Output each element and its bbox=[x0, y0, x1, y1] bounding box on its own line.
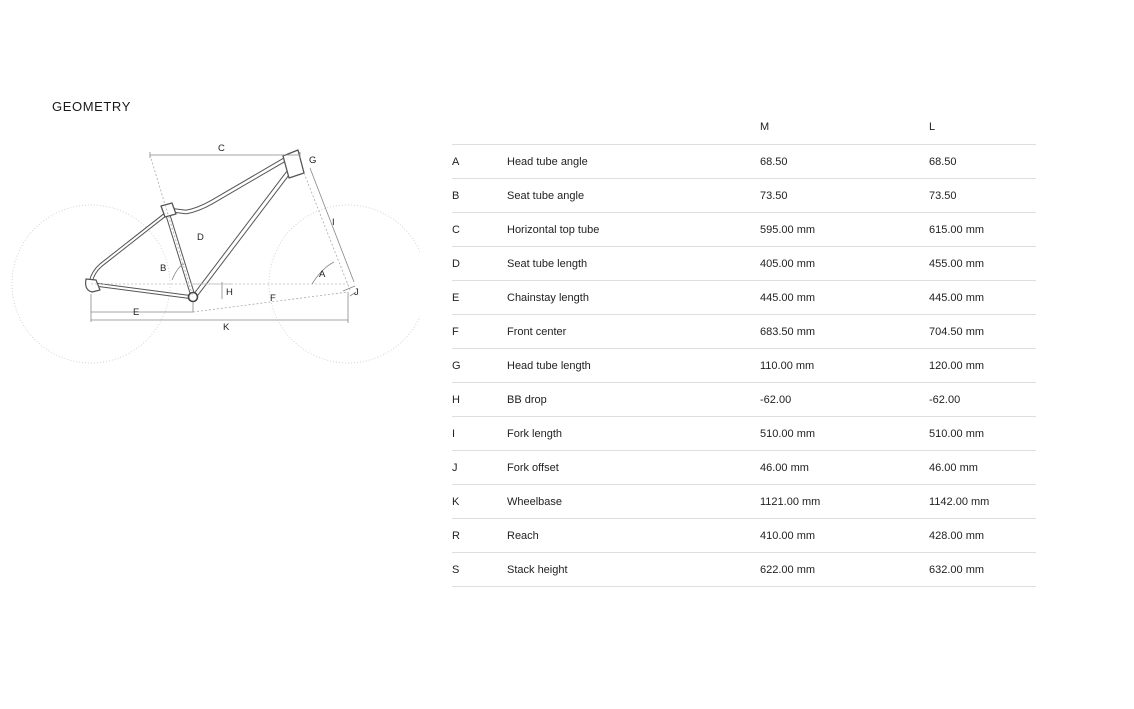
row-name: Head tube angle bbox=[507, 145, 760, 179]
row-value-l: -62.00 bbox=[929, 383, 1036, 417]
diagram-label-h: H bbox=[226, 287, 233, 298]
row-code: C bbox=[452, 213, 507, 247]
row-value-m: 445.00 mm bbox=[760, 281, 929, 315]
row-name: Horizontal top tube bbox=[507, 213, 760, 247]
diagram-label-e: E bbox=[133, 307, 140, 318]
row-name: Fork length bbox=[507, 417, 760, 451]
table-row bbox=[452, 213, 1036, 247]
row-code: B bbox=[452, 179, 507, 213]
row-value-m: 405.00 mm bbox=[760, 247, 929, 281]
row-code: H bbox=[452, 383, 507, 417]
row-name: Reach bbox=[507, 519, 760, 553]
row-name: Stack height bbox=[507, 553, 760, 587]
row-value-m: 73.50 bbox=[760, 179, 929, 213]
bike-geometry-diagram bbox=[0, 0, 420, 420]
row-name: Seat tube length bbox=[507, 247, 760, 281]
row-value-l: 615.00 mm bbox=[929, 213, 1036, 247]
row-value-l: 46.00 mm bbox=[929, 451, 1036, 485]
diagram-label-i: I bbox=[332, 217, 335, 228]
row-value-l: 455.00 mm bbox=[929, 247, 1036, 281]
row-value-m: 110.00 mm bbox=[760, 349, 929, 383]
row-value-l: 445.00 mm bbox=[929, 281, 1036, 315]
row-value-m: 595.00 mm bbox=[760, 213, 929, 247]
row-name: Head tube length bbox=[507, 349, 760, 383]
row-name: BB drop bbox=[507, 383, 760, 417]
row-code: G bbox=[452, 349, 507, 383]
row-value-l: 510.00 mm bbox=[929, 417, 1036, 451]
diagram-label-j: J bbox=[354, 287, 359, 298]
row-value-l: 73.50 bbox=[929, 179, 1036, 213]
table-row bbox=[452, 383, 1036, 417]
row-code: J bbox=[452, 451, 507, 485]
row-value-m: 510.00 mm bbox=[760, 417, 929, 451]
table-row bbox=[452, 179, 1036, 213]
column-header-code bbox=[452, 110, 507, 145]
row-code: R bbox=[452, 519, 507, 553]
row-value-l: 68.50 bbox=[929, 145, 1036, 179]
row-code: S bbox=[452, 553, 507, 587]
row-code: K bbox=[452, 485, 507, 519]
row-code: I bbox=[452, 417, 507, 451]
row-value-m: 622.00 mm bbox=[760, 553, 929, 587]
table-body bbox=[452, 145, 1036, 587]
table-header-row bbox=[452, 110, 1036, 145]
row-name: Wheelbase bbox=[507, 485, 760, 519]
table-row bbox=[452, 145, 1036, 179]
table-row bbox=[452, 451, 1036, 485]
column-header-name bbox=[507, 110, 760, 145]
row-name: Front center bbox=[507, 315, 760, 349]
row-code: E bbox=[452, 281, 507, 315]
diagram-label-c: C bbox=[218, 143, 225, 154]
row-code: A bbox=[452, 145, 507, 179]
table-row bbox=[452, 519, 1036, 553]
table-row bbox=[452, 247, 1036, 281]
dimension-lines bbox=[91, 152, 356, 323]
row-value-l: 428.00 mm bbox=[929, 519, 1036, 553]
table-row bbox=[452, 315, 1036, 349]
row-name: Chainstay length bbox=[507, 281, 760, 315]
row-value-m: -62.00 bbox=[760, 383, 929, 417]
row-value-l: 632.00 mm bbox=[929, 553, 1036, 587]
row-value-m: 46.00 mm bbox=[760, 451, 929, 485]
table-row bbox=[452, 417, 1036, 451]
table-row bbox=[452, 485, 1036, 519]
table-row bbox=[452, 349, 1036, 383]
row-code: F bbox=[452, 315, 507, 349]
column-header-size-m: M bbox=[760, 121, 770, 133]
row-name: Fork offset bbox=[507, 451, 760, 485]
diagram-label-a: A bbox=[319, 269, 326, 280]
diagram-label-g: G bbox=[309, 155, 317, 166]
row-value-l: 120.00 mm bbox=[929, 349, 1036, 383]
section-title: GEOMETRY bbox=[52, 99, 131, 114]
diagram-label-b: B bbox=[160, 263, 167, 274]
row-code: D bbox=[452, 247, 507, 281]
table-row bbox=[452, 553, 1036, 587]
row-value-m: 683.50 mm bbox=[760, 315, 929, 349]
row-name: Seat tube angle bbox=[507, 179, 760, 213]
row-value-m: 68.50 bbox=[760, 145, 929, 179]
row-value-l: 704.50 mm bbox=[929, 315, 1036, 349]
row-value-m: 410.00 mm bbox=[760, 519, 929, 553]
bike-frame bbox=[86, 150, 304, 297]
diagram-label-k: K bbox=[223, 322, 230, 333]
column-header-size-l: L bbox=[929, 121, 936, 133]
diagram-label-f: F bbox=[270, 293, 276, 304]
diagram-label-d: D bbox=[197, 232, 204, 243]
geometry-table bbox=[452, 110, 1036, 587]
table-row bbox=[452, 281, 1036, 315]
row-value-l: 1142.00 mm bbox=[929, 485, 1036, 519]
row-value-m: 1121.00 mm bbox=[760, 485, 929, 519]
